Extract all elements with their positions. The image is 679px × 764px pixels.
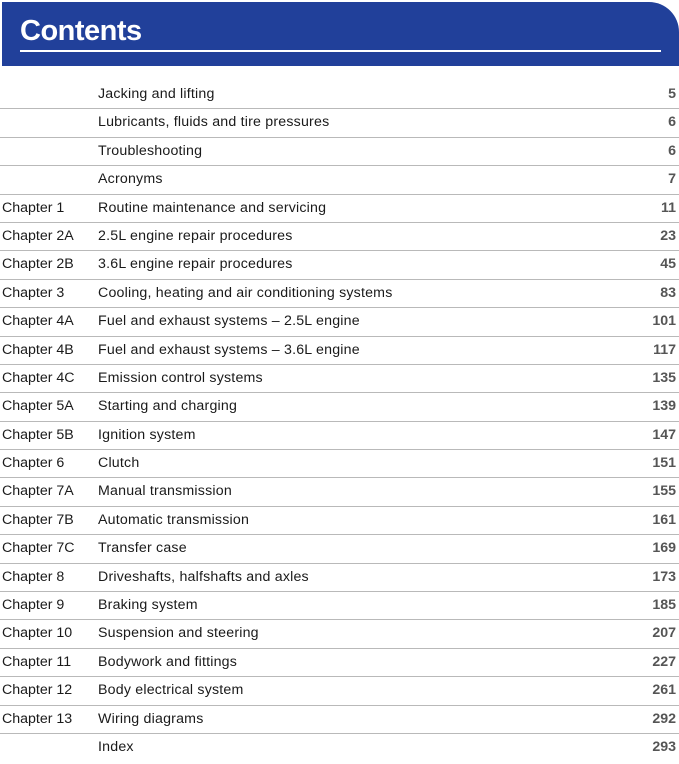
toc-chapter-label: Chapter 2B — [2, 256, 74, 273]
toc-page-number[interactable]: 147 — [652, 426, 676, 443]
toc-section-title[interactable]: Lubricants, fluids and tire pressures — [98, 114, 330, 131]
toc-row[interactable] — [0, 308, 679, 336]
toc-row[interactable] — [0, 81, 679, 109]
toc-row[interactable] — [0, 478, 679, 506]
toc-page-number[interactable]: 23 — [660, 227, 676, 244]
toc-section-title[interactable]: Transfer case — [98, 540, 187, 557]
toc-row[interactable] — [0, 535, 679, 563]
toc-row[interactable] — [0, 195, 679, 223]
toc-chapter-label: Chapter 3 — [2, 284, 65, 301]
toc-row[interactable] — [0, 507, 679, 535]
contents-header — [2, 2, 679, 66]
toc-page-number[interactable]: 151 — [652, 455, 676, 472]
toc-chapter-label: Chapter 7A — [2, 483, 74, 500]
toc-page-number[interactable]: 292 — [652, 710, 676, 727]
toc-section-title[interactable]: Jacking and lifting — [98, 86, 215, 102]
toc-page-number[interactable]: 227 — [652, 653, 676, 670]
toc-chapter-label: Chapter 4C — [2, 369, 75, 386]
toc-page-number[interactable]: 6 — [668, 142, 676, 159]
toc-section-title[interactable]: Suspension and steering — [98, 625, 259, 642]
toc-page-number[interactable]: 207 — [652, 625, 676, 642]
toc-page-number[interactable]: 161 — [652, 511, 676, 528]
toc-row[interactable] — [0, 592, 679, 620]
toc-chapter-label: Chapter 10 — [2, 625, 73, 642]
toc-row[interactable] — [0, 649, 679, 677]
toc-section-title[interactable]: Fuel and exhaust systems – 3.6L engine — [98, 341, 360, 358]
toc-page-number[interactable]: 117 — [653, 341, 676, 358]
toc-row[interactable] — [0, 109, 679, 137]
toc-page-number[interactable]: 101 — [652, 313, 676, 330]
toc-chapter-label: Chapter 2A — [2, 227, 74, 244]
toc-chapter-label: Chapter 1 — [2, 199, 65, 216]
toc-row[interactable] — [0, 223, 679, 251]
toc-page-number[interactable]: 173 — [652, 568, 676, 585]
toc-row[interactable] — [0, 138, 679, 166]
toc-chapter-label: Chapter 11 — [2, 653, 72, 670]
toc-page-number[interactable]: 139 — [652, 398, 676, 415]
toc-section-title[interactable]: 3.6L engine repair procedures — [98, 256, 293, 273]
toc-row[interactable] — [0, 450, 679, 478]
toc-section-title[interactable]: Braking system — [98, 597, 198, 614]
toc-chapter-label: Chapter 12 — [2, 682, 73, 699]
toc-page-number[interactable]: 261 — [652, 682, 676, 699]
toc-chapter-label: Chapter 13 — [2, 710, 73, 727]
toc-chapter-label: Chapter 7B — [2, 511, 74, 528]
toc-chapter-label: Chapter 5B — [2, 426, 74, 443]
toc-section-title[interactable]: Automatic transmission — [98, 511, 250, 528]
toc-section-title[interactable]: Manual transmission — [98, 483, 232, 500]
toc-page-number[interactable]: 83 — [660, 284, 676, 301]
toc-chapter-label: Chapter 6 — [2, 455, 65, 472]
toc-section-title[interactable]: Driveshafts, halfshafts and axles — [98, 568, 309, 585]
toc-row[interactable] — [0, 706, 679, 734]
toc-section-title[interactable]: 2.5L engine repair procedures — [98, 227, 293, 244]
toc-row[interactable] — [0, 365, 679, 393]
toc-page-number[interactable]: 11 — [661, 199, 676, 216]
toc-section-title[interactable]: Ignition system — [98, 426, 196, 443]
toc-row[interactable] — [0, 620, 679, 648]
toc-chapter-label: Chapter 9 — [2, 597, 65, 614]
toc-page-number[interactable]: 45 — [660, 256, 676, 273]
toc-chapter-label: Chapter 4A — [2, 313, 74, 330]
toc-row[interactable] — [0, 166, 679, 194]
toc-page-number[interactable]: 7 — [668, 171, 676, 188]
page-title: Contents — [20, 15, 142, 47]
toc-section-title[interactable]: Troubleshooting — [98, 142, 203, 159]
toc-row[interactable] — [0, 422, 679, 450]
toc-page-number[interactable]: 185 — [652, 597, 676, 614]
toc-page-number[interactable]: 169 — [652, 540, 676, 557]
toc-page-number[interactable]: 6 — [668, 114, 676, 131]
toc-section-title[interactable]: Bodywork and fittings — [98, 653, 238, 670]
toc-section-title[interactable]: Body electrical system — [98, 682, 244, 699]
toc-section-title[interactable]: Acronyms — [98, 171, 163, 188]
toc-row[interactable] — [0, 734, 679, 762]
toc-page-number[interactable]: 293 — [652, 738, 676, 755]
toc-section-title[interactable]: Cooling, heating and air conditioning systems — [98, 284, 393, 301]
toc-chapter-label: Chapter 7C — [2, 540, 75, 557]
toc-chapter-label: Chapter 4B — [2, 341, 74, 358]
toc-section-title[interactable]: Emission control systems — [98, 369, 263, 386]
toc-section-title[interactable]: Index — [98, 738, 134, 755]
toc-row[interactable] — [0, 677, 679, 705]
toc-section-title[interactable]: Starting and charging — [98, 398, 238, 415]
toc-row[interactable] — [0, 564, 679, 592]
toc-row[interactable] — [0, 251, 679, 279]
toc-page-number[interactable]: 135 — [652, 369, 676, 386]
toc-section-title[interactable]: Fuel and exhaust systems – 2.5L engine — [98, 313, 360, 330]
toc-section-title[interactable]: Clutch — [98, 455, 140, 472]
toc-chapter-label: Chapter 8 — [2, 568, 65, 585]
toc-row[interactable] — [0, 393, 679, 421]
header-divider — [20, 50, 661, 52]
toc-row[interactable] — [0, 280, 679, 308]
toc-section-title[interactable]: Wiring diagrams — [98, 710, 204, 727]
toc-chapter-label: Chapter 5A — [2, 398, 74, 415]
toc-section-title[interactable]: Routine maintenance and servicing — [98, 199, 327, 216]
toc-page-number[interactable]: 5 — [668, 86, 676, 102]
toc-row[interactable] — [0, 337, 679, 365]
toc-page-number[interactable]: 155 — [652, 483, 676, 500]
table-of-contents — [0, 81, 679, 762]
